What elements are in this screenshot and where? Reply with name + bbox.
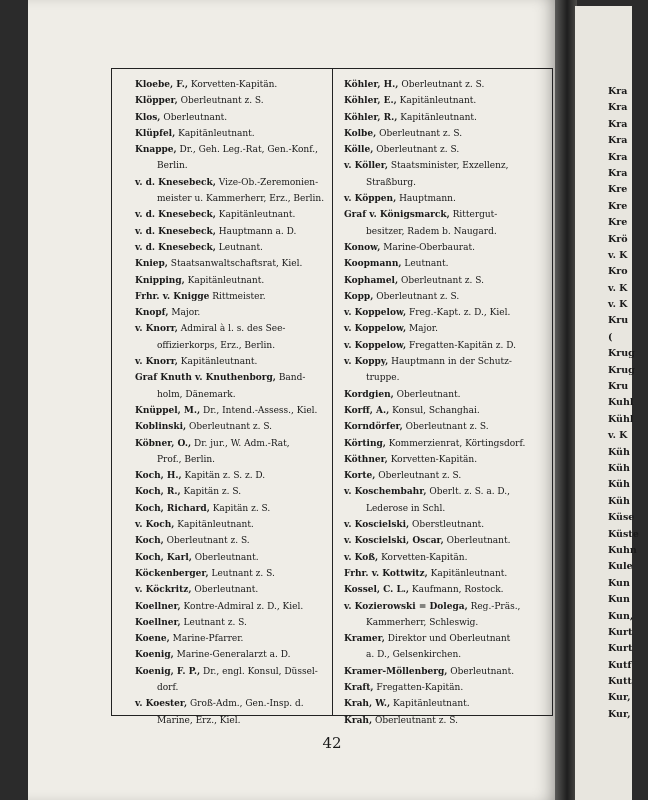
entry-name: v. Köckritz, [135,585,192,596]
facing-page-fragment: Küh [608,479,630,491]
entry-name: Kraft, [344,682,374,693]
entry-details: Hauptmann in der Schutz- [388,357,512,368]
register-entry [135,599,329,615]
facing-page-fragment: Kutt [608,676,632,688]
register-entry [135,207,329,223]
entry-name: Krah, W., [344,699,391,710]
facing-page-fragment: Kutf [608,659,632,671]
register-entry [344,387,549,403]
facing-page-fragment: Küste [608,528,639,540]
facing-page-fragment: Kur, [608,708,631,720]
entry-name: Korte, [344,471,376,482]
register-entry [135,484,329,500]
entry-name: Frhr. v. Kottwitz, [344,568,428,579]
entry-details: Leutnant z. S. [208,568,275,579]
register-entry [135,224,329,240]
right-column [344,77,549,729]
entry-continuation [135,338,329,354]
register-entry [344,680,549,696]
entry-details: Oberleutnant. [160,112,228,123]
entry-details: Kapitänleutnant. [427,568,508,579]
entry-details: Rittergut- [449,210,498,221]
register-entry [135,582,329,598]
entry-name: Kölle, [344,145,374,156]
register-entry [135,240,329,256]
register-entry [344,240,549,256]
entry-name: Koellner, [135,617,181,628]
register-entry [344,93,549,109]
entry-name: Klüpfel, [135,128,176,139]
register-entry [135,664,329,680]
entry-details: Rittmeister. [209,291,266,302]
entry-name: Kophamel, [344,275,399,286]
facing-page-fragment: Kun, [608,610,634,622]
entry-details: Oberleutnant z. S. [163,536,250,547]
entry-details: Hauptmann. [396,194,456,205]
register-entry [135,126,329,142]
register-entry [135,550,329,566]
register-entry [135,647,329,663]
register-entry [135,468,329,484]
register-entry [135,419,329,435]
register-entry [135,77,329,93]
entry-name: Klos, [135,112,161,123]
entry-details: Oberleutnant z. S. [398,275,484,286]
entry-name: Kossel, C. L., [344,585,410,596]
register-entry [344,436,549,452]
register-entry [135,142,329,158]
entry-details: besitzer, Radem b. Naugard. [366,226,497,237]
entry-continuation [135,680,329,696]
entry-details: Oberstleutnant. [409,520,485,531]
facing-page-fragment: Kule [608,561,633,573]
entry-name: v. d. Knesebeck, [135,242,216,253]
register-entry [135,354,329,370]
entry-name: Koene, [135,634,170,645]
entry-name: Kramer, [344,634,385,645]
register-entry [135,305,329,321]
entry-continuation [344,175,549,191]
entry-details: Marine, Erz., Kiel. [157,715,241,726]
entry-name: Köckenberger, [135,568,209,579]
entry-name: Knipping, [135,275,185,286]
entry-details: Admiral à l. s. des See- [177,324,286,335]
entry-details: Korvetten-Kapitän. [188,80,278,90]
facing-page-fragment: Kru [608,381,629,393]
entry-details: Kapitänleutnant. [390,699,470,710]
register-entry [135,110,329,126]
register-entry [344,403,549,419]
entry-name: v. Knorr, [135,357,178,368]
entry-details: Kontre-Admiral z. D., Kiel. [180,601,304,612]
register-entry [344,354,549,370]
entry-name: Korndörfer, [344,422,403,433]
register-entry [135,289,329,305]
entry-name: v. d. Knesebeck, [135,226,216,237]
facing-page-fragment: ( [608,331,613,343]
register-entry [344,158,549,174]
entry-details: Kapitänleutnant. [174,520,254,531]
facing-page-fragment: Kun [608,577,630,589]
entry-name: v. Koppelow, [344,308,407,319]
facing-page-fragment: Kre [608,184,628,196]
entry-name: v. Knorr, [135,324,178,335]
column-divider [332,69,333,715]
entry-details: Staatsanwaltschaftsrat, Kiel. [167,259,303,270]
entry-details: Band- [275,373,306,384]
entry-details: dorf. [157,682,179,693]
entry-details: Oberleutnant z. S. [376,128,463,139]
entry-continuation [344,224,549,240]
entry-name: Frhr. v. Knigge [135,291,210,302]
entry-name: Köhler, H., [344,80,399,90]
entry-name: Graf Knuth v. Knuthenborg, [135,373,276,384]
entry-name: Knopf, [135,308,169,319]
entry-details: Oberleutnant z. S. [373,291,460,302]
entry-details: Oberlt. z. S. a. D., [426,487,511,498]
facing-page-fragment: Kurt [608,626,633,638]
entry-name: v. Koschembahr, [344,487,427,498]
entry-details: Oberleutnant. [393,389,461,400]
entry-details: Kapitänleutnant. [396,96,477,107]
register-entry [344,207,549,223]
entry-details: Konsul, Schanghai. [389,405,480,416]
facing-page-fragment: Kra [608,118,628,130]
entry-continuation [135,452,329,468]
entry-name: Koenig, [135,650,174,661]
facing-page-fragment: v. K [608,299,628,311]
register-entry [344,142,549,158]
entry-details: Dr., engl. Konsul, Düssel- [200,666,318,677]
register-entry [344,256,549,272]
entry-details: Marine-Generalarzt a. D. [173,650,291,661]
entry-details: Freg.-Kapt. z. D., Kiel. [406,308,511,319]
entry-name: v. Kozierowski = Dolega, [344,601,468,612]
entry-details: Oberleutnant. [443,536,511,547]
entry-details: Kommerzienrat, Körtingsdorf. [385,438,526,449]
entry-name: v. d. Knesebeck, [135,210,216,221]
book-page [28,0,558,800]
page-number: 42 [322,734,342,752]
facing-page-fragment: Krug [608,348,635,360]
register-entry [135,403,329,419]
register-entry [135,256,329,272]
entry-details: Korvetten-Kapitän. [387,454,478,465]
facing-page-fragment: Kre [608,200,628,212]
entry-details: Kaufmann, Rostock. [409,585,504,596]
entry-details: Hauptmann a. D. [215,226,297,237]
entry-details: Dr. jur., W. Adm.-Rat, [191,438,290,449]
entry-name: Kloebe, F., [135,80,189,90]
register-entry [344,289,549,305]
entry-details: Kapitänleutnant. [184,275,265,286]
facing-page-fragment: Küh [608,446,630,458]
entry-name: Koch, Karl, [135,552,192,563]
register-entry [344,566,549,582]
facing-page [575,6,639,800]
register-entry [344,550,549,566]
facing-page-fragment: Kühl [608,413,634,425]
entry-details: Oberleutnant z. S. [373,145,460,156]
entry-details: Kapitänleutnant. [397,112,477,123]
register-entry [135,321,329,337]
entry-details: Fregatten-Kapitän z. D. [406,340,516,351]
facing-page-fragment: Krö [608,233,628,245]
entry-name: Köbner, O., [135,438,192,449]
entry-name: Köthner, [344,454,388,465]
entry-name: Köhler, E., [344,96,397,107]
entry-name: Knüppel, M., [135,405,201,416]
entry-details: a. D., Gelsenkirchen. [366,650,462,661]
entry-details: Dr., Geh. Leg.-Rat, Gen.-Konf., [176,145,318,156]
register-entry [344,484,549,500]
register-entry [344,696,549,712]
entry-details: Dr., Intend.-Assess., Kiel. [200,405,318,416]
entry-details: Major. [168,308,201,319]
register-entry [344,664,549,680]
facing-page-fragment: Kra [608,102,628,114]
entry-name: Köhler, R., [344,112,398,123]
entry-name: v. Koß, [344,552,379,563]
entry-continuation [344,501,549,517]
entry-details: Oberleutnant z. S. [375,471,462,482]
facing-page-fragment: Krug [608,364,635,376]
entry-name: Koblinski, [135,422,187,433]
entry-details: Vize-Ob.-Zeremonien- [215,177,319,188]
entry-name: Koch, H., [135,471,182,482]
entry-details: Kapitän z. S. [209,503,271,514]
entry-details: Kapitänleutnant. [175,128,255,139]
facing-page-fragment: Küh [608,495,630,507]
entry-details: Major. [406,324,438,335]
entry-details: truppe. [366,373,400,384]
entry-details: Oberleutnant z. S. [372,715,458,726]
entry-details: Reg.-Präs., [467,601,521,612]
facing-page-fragment: Kuhn [608,544,637,556]
entry-details: holm, Dänemark. [157,389,236,400]
entry-details: Marine-Oberbaurat. [380,242,475,253]
register-entry [135,436,329,452]
entry-details: Oberleutnant z. S. [398,80,485,90]
facing-page-fragment: Kuhl [608,397,634,409]
entry-details: Direktor und Oberleutnant [384,634,511,645]
register-entry [344,338,549,354]
facing-page-fragment: Kro [608,266,628,278]
entry-name: Kniep, [135,259,168,270]
entry-name: v. Koppy, [344,357,389,368]
entry-details: Kapitän z. S. [180,487,242,498]
entry-name: Graf v. Königsmarck, [344,210,450,221]
register-entry [344,713,549,729]
entry-name: v. Köller, [344,161,389,172]
entry-details: meister u. Kammerherr, Erz., Berlin. [157,194,325,205]
entry-details: Marine-Pfarrer. [169,634,244,645]
entry-name: v. Koch, [135,520,175,531]
entry-details: Berlin. [157,161,188,172]
left-column [135,77,329,729]
entry-name: Konow, [344,242,381,253]
entry-name: Koenig, F. P., [135,666,201,677]
entry-details: Kammerherr, Schleswig. [366,617,479,628]
entry-name: Koch, R., [135,487,181,498]
entry-name: Koopmann, [344,259,402,270]
register-entry [344,321,549,337]
register-entry [344,191,549,207]
register-entry [344,126,549,142]
entry-name: Koellner, [135,601,181,612]
entry-name: v. d. Knesebeck, [135,177,216,188]
entry-details: Leutnant. [215,242,263,253]
entry-name: v. Koppelow, [344,340,407,351]
facing-page-fragment: Kra [608,86,628,97]
register-entry [135,631,329,647]
entry-name: Koch, [135,536,164,547]
entry-continuation [344,370,549,386]
entry-details: Kapitänleutnant. [215,210,296,221]
entry-name: Kramer-Möllenberg, [344,666,448,677]
entry-continuation [344,647,549,663]
facing-page-fragment: Kun [608,594,630,606]
entry-name: Krah, [344,715,373,726]
register-entry [344,631,549,647]
facing-page-fragment: Kra [608,167,628,179]
entry-continuation [344,615,549,631]
register-entry [344,273,549,289]
register-entry [135,517,329,533]
entry-details: Oberleutnant. [191,585,259,596]
entry-continuation [135,387,329,403]
entry-details: offizierkorps, Erz., Berlin. [157,340,276,351]
entry-details: Leutnant z. S. [180,617,247,628]
register-entry [135,533,329,549]
entry-details: Korvetten-Kapitän. [378,552,468,563]
register-entry [344,110,549,126]
entry-name: Knappe, [135,145,177,156]
facing-page-fragment: Kru [608,315,629,327]
register-entry [344,77,549,93]
register-entry [344,452,549,468]
entry-details: Oberleutnant. [447,666,515,677]
entry-name: Körting, [344,438,386,449]
entry-details: Lederose in Schl. [366,503,446,514]
register-entry [135,93,329,109]
register-entry [135,566,329,582]
entry-details: Groß-Adm., Gen.-Insp. d. [187,699,304,710]
register-box [111,68,553,726]
facing-page-fragments [608,84,648,723]
entry-continuation [135,713,329,729]
entry-continuation [135,158,329,174]
entry-name: Kolbe, [344,128,377,139]
entry-name: Kopp, [344,291,374,302]
entry-details: Straßburg. [366,177,416,188]
register-entry [135,696,329,712]
entry-name: Kordgien, [344,389,394,400]
entry-name: v. Koester, [135,699,188,710]
register-entry [135,501,329,517]
facing-page-fragment: Kurt [608,643,633,655]
entry-details: Staatsminister, Exzellenz, [388,161,509,172]
entry-name: Klöpper, [135,96,178,107]
register-entry [135,370,329,386]
entry-details: Oberleutnant z. S. [186,422,273,433]
register-entry [344,468,549,484]
entry-details: Fregatten-Kapitän. [373,682,464,693]
entry-details: Oberleutnant z. S. [402,422,489,433]
register-entry [344,599,549,615]
entry-details: Oberleutnant. [191,552,259,563]
entry-details: Leutnant. [401,259,449,270]
facing-page-fragment: Küh [608,462,630,474]
facing-page-fragment: v. K [608,430,628,442]
entry-name: Korff, A., [344,405,390,416]
register-entry [135,175,329,191]
entry-name: v. Koscielski, [344,520,410,531]
facing-page-fragment: Kra [608,135,628,147]
register-entry [135,615,329,631]
entry-name: v. Koppelow, [344,324,407,335]
facing-page-fragment: Kre [608,217,628,229]
facing-page-fragment: Kra [608,151,628,163]
register-entry [344,419,549,435]
entry-details: Kapitänleutnant. [177,357,258,368]
register-entry [135,273,329,289]
facing-page-fragment: v. K [608,282,628,294]
register-entry [344,533,549,549]
facing-page-fragment: v. K [608,249,628,261]
book-spine [555,0,577,800]
entry-details: Oberleutnant z. S. [177,96,264,107]
entry-continuation [135,191,329,207]
entry-details: Kapitän z. S. z. D. [181,471,266,482]
entry-name: v. Koscielski, Oscar, [344,536,444,547]
entry-name: Koch, Richard, [135,503,210,514]
register-entry [344,305,549,321]
entry-details: Prof., Berlin. [157,454,216,465]
register-entry [344,582,549,598]
entry-name: v. Köppen, [344,194,397,205]
facing-page-fragment: Küse [608,512,635,524]
facing-page-fragment: Kur, [608,692,631,704]
register-entry [344,517,549,533]
